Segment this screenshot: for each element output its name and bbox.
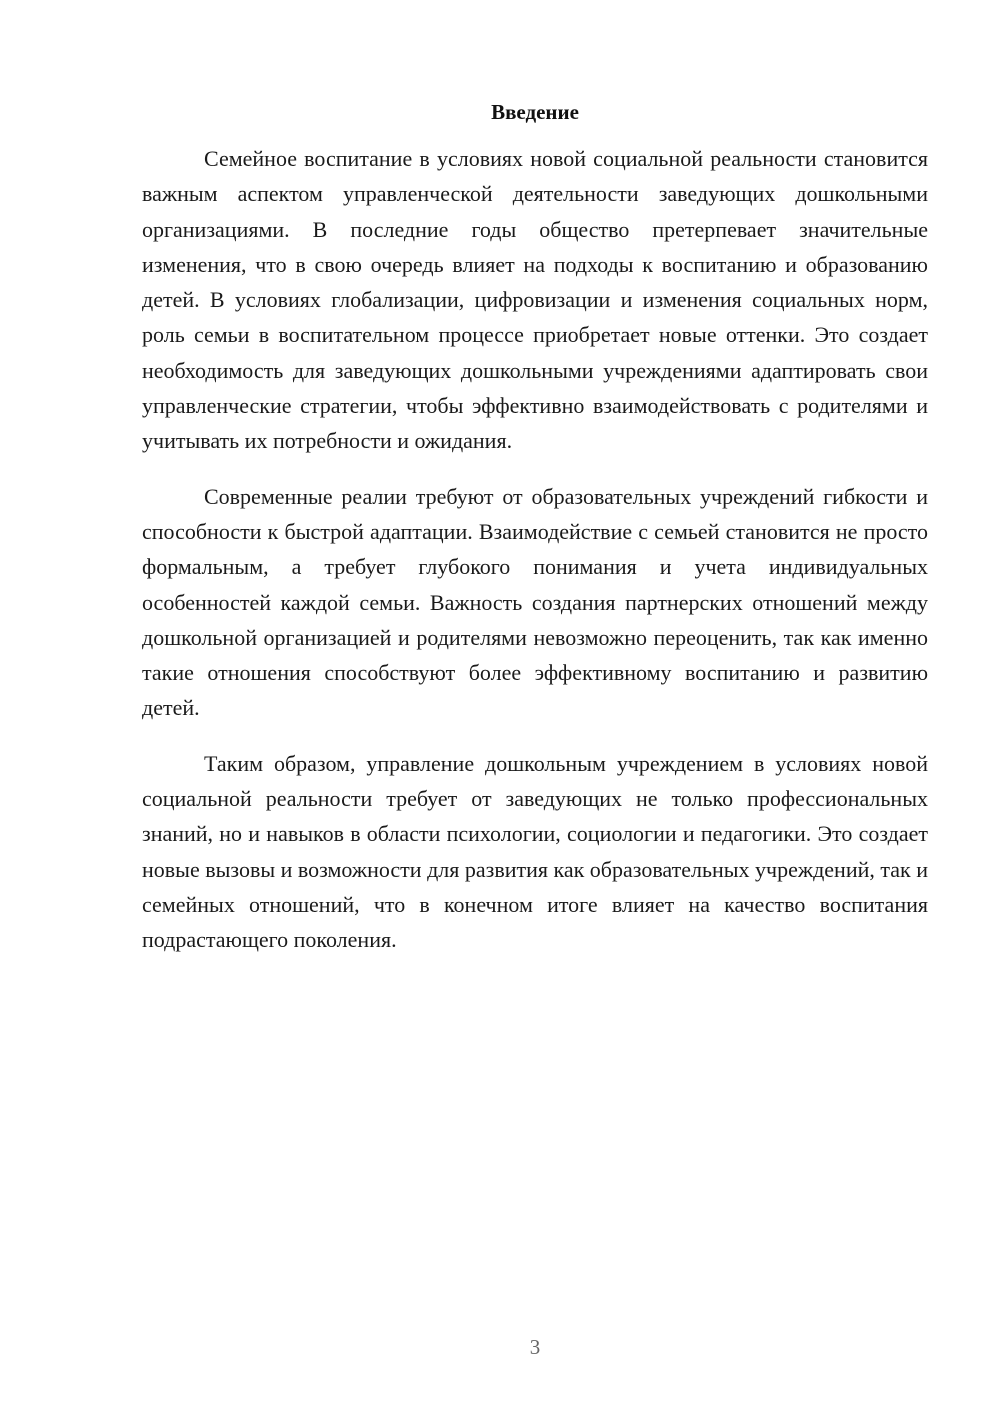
paragraph-1: Семейное воспитание в условиях новой социальной реальности становится важным аспектом управленческой деятельности заведующих дошкольными организациями. В последние годы общество претерпевает значительные изменения, что в свою очередь влияет на подходы к воспитанию и образованию детей. В условиях глобализации, цифровизации и изменения социальных норм, роль семьи в воспитательном процессе приобретает новые оттенки. Это создает необходимость для заведующих дошкольными учреждениями адаптировать свои управленческие стратегии, чтобы эффективно взаимодействовать с родителями и учитывать их потребности и ожидания. <box>142 146 928 454</box>
paragraph-2: Современные реалии требуют от образовательных учреждений гибкости и способности к быстрой адаптации. Взаимодействие с семьей становится не просто формальным, а требует глубокого понимания и учета индивидуальных особенностей каждой семьи. Важность создания партнерских отношений между дошкольной организацией и родителями невозможно переоценить, так как именно такие отношения способствуют более эффективному воспитанию и развитию детей. <box>142 483 928 721</box>
page-title: Введение <box>491 100 579 124</box>
page-number: 3 <box>529 1335 541 1359</box>
paragraph-3: Таким образом, управление дошкольным учреждением в условиях новой социальной реальности требует от заведующих не только профессиональных знаний, но и навыков в области психологии, социологии и педагогики. Это создает новые вызовы и возможности для развития как образовательных учреждений, так и семейных отношений, что в конечном итоге влияет на качество воспитания подрастающего поколения. <box>142 750 928 953</box>
body-text <box>142 141 928 978</box>
